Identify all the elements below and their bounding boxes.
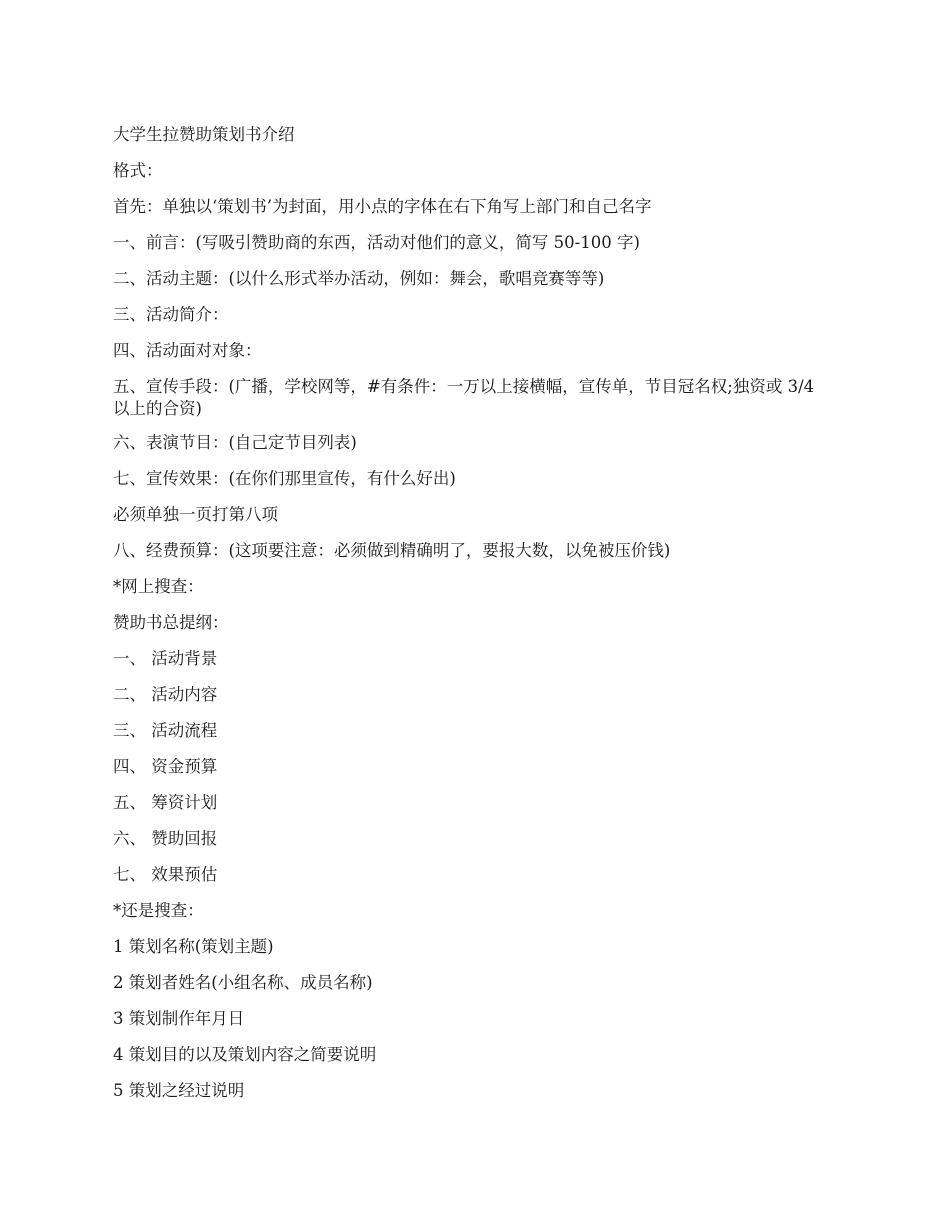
- outline-item: 五、 筹资计划: [113, 793, 218, 812]
- document-title: 大学生拉赞助策划书介绍: [113, 125, 295, 144]
- outline-item: 四、 资金预算: [113, 757, 218, 776]
- outline-item: 一、 活动背景: [113, 649, 218, 668]
- cover-instruction: 首先：单独以‘策划书’为封面，用小点的字体在右下角写上部门和自己名字: [113, 197, 652, 216]
- document-body: [113, 124, 833, 1116]
- section-theme: 二、活动主题：(以什么形式举办活动，例如：舞会，歌唱竞赛等等): [113, 269, 605, 288]
- plan-item: 5 策划之经过说明: [113, 1081, 245, 1100]
- section-promotion: 五、宣传手段：(广播，学校网等，#有条件：一万以上接横幅，宣传单，节目冠名权;独资或 3/4 以上的合资): [113, 377, 815, 418]
- outline-item: 七、 效果预估: [113, 865, 218, 884]
- plan-item: 4 策划目的以及策划内容之简要说明: [113, 1045, 377, 1064]
- section-budget: 八、经费预算：(这项要注意：必须做到精确明了，要报大数，以免被压价钱): [113, 541, 671, 560]
- section-effect: 七、宣传效果：(在你们那里宣传，有什么好出): [113, 469, 456, 488]
- plan-item: 2 策划者姓名(小组名称、成员名称): [113, 973, 373, 992]
- section-audience: 四、活动面对对象：: [113, 341, 262, 360]
- plan-item: 1 策划名称(策划主题): [113, 937, 274, 956]
- format-heading: 格式：: [113, 161, 163, 180]
- outline-item: 二、 活动内容: [113, 685, 218, 704]
- separate-page-note: 必须单独一页打第八项: [113, 505, 278, 524]
- section-performance: 六、表演节目：(自己定节目列表): [113, 433, 357, 452]
- plan-item: 3 策划制作年月日: [113, 1009, 245, 1028]
- outline-item: 三、 活动流程: [113, 721, 218, 740]
- section-intro: 三、活动简介：: [113, 305, 229, 324]
- online-search-heading: *网上搜查：: [113, 577, 204, 596]
- outline-item: 六、 赞助回报: [113, 829, 218, 848]
- search-again-heading: *还是搜查：: [113, 901, 204, 920]
- section-preface: 一、前言：(写吸引赞助商的东西，活动对他们的意义，简写 50-100 字): [113, 233, 640, 252]
- outline-heading: 赞助书总提纲：: [113, 613, 229, 632]
